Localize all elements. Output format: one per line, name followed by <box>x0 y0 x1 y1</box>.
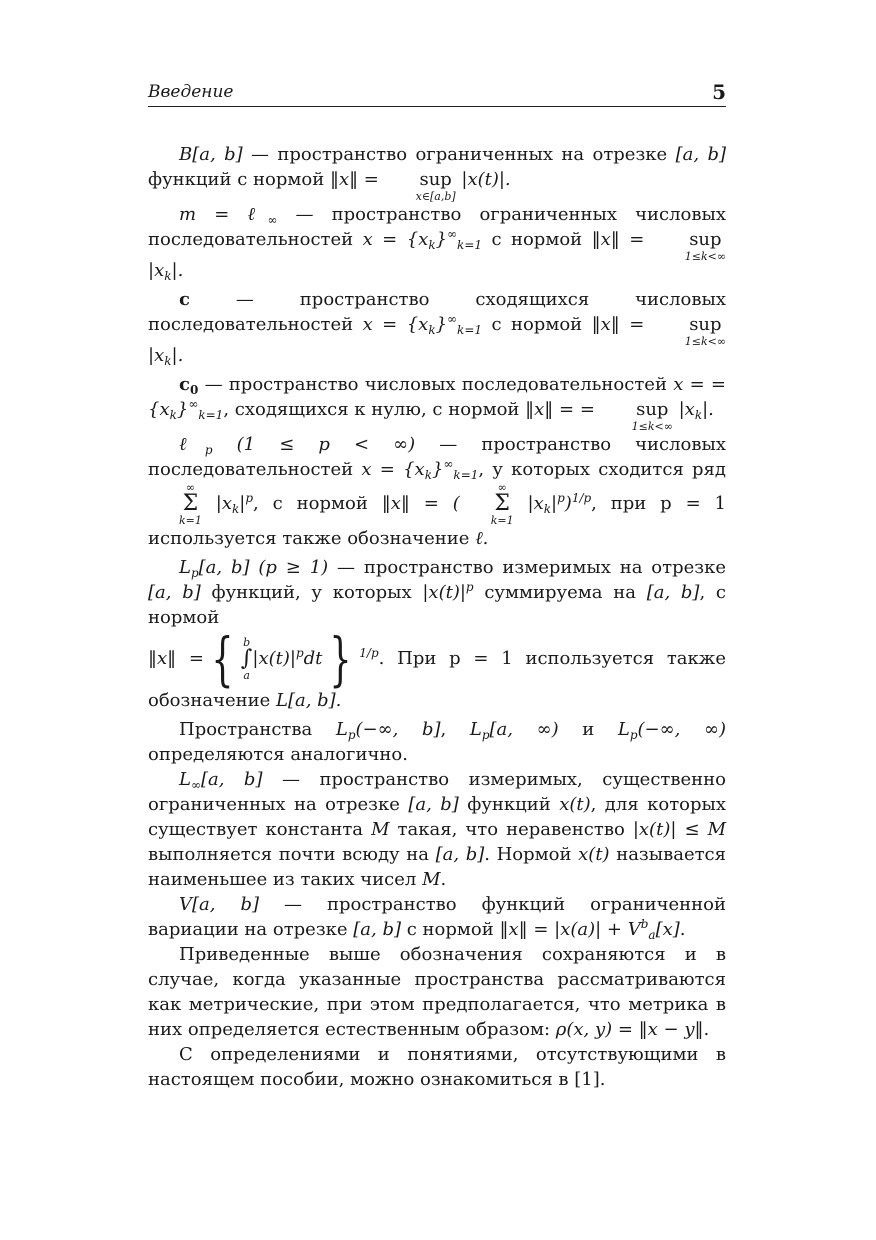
paragraph-lp-space: ℓ$_p$ (1 ≤ p < ∞) — пространство числовых последовательностей $x = \{x_k\}^\infty_{k=1}$, у которых сходится ряд ∞ Σ k=1 $|x_k|^p$, с нормой ‖x‖ = ( ∞ Σ k=1 $|x_k|^p)^{1/p}$, при p = 1 используется также обозначение ℓ. <box>148 434 727 549</box>
page-body <box>148 142 726 1092</box>
paragraph-Lp-space: $L_p[a$, b] (p ≥ 1) — пространство измеримых на отрезке [a, b] функций, у которых $|x(t)|^p$ суммируема на [a, b], с нормой <box>148 557 726 628</box>
paragraph-other-Lp: Пространства $L_p(-\infty$, b], $L_p[a$, ∞) и $L_p(-\infty$, ∞) определяются аналогично. <box>148 719 726 765</box>
running-title: Введение <box>148 82 234 102</box>
paragraph-V-space: V[a, b] — пространство функций ограниченной вариации на отрезке [a, b] с нормой ‖x‖ = $|x(a)| + V^b_a[x]$. <box>148 894 727 942</box>
paragraph-metric-note: Приведенные выше обозначения сохраняются и в случае, когда указанные пространства рассматриваются как метрические, при этом предполагается, что метрика в них определяется естественным образом: ρ(x, y) = ‖x − y‖. <box>148 944 726 1040</box>
sum-symbol-2: ∞ Σ k=1 <box>490 481 514 527</box>
paragraph-c0-space: $c_0$ — пространство числовых последовательностей x = = $\{x_k\}^\infty_{k=1}$, сходящихся к нулю, с нормой ‖x‖ = = sup 1≤k<∞ $|x_k|$. <box>148 374 726 433</box>
paragraph-m-space: m = ℓ$_\infty$ — пространство ограниченных числовых последовательностей $x = \{x_k\}^\infty_{k=1}$ с нормой ‖x‖ = sup 1≤k<∞ $|x_k|$. <box>148 204 726 283</box>
paragraph-c-space: c — пространство сходящихся числовых последовательностей $x = \{x_k\}^\infty_{k=1}$ с нормой ‖x‖ = sup 1≤k<∞ $|x_k|$. <box>148 289 726 368</box>
integral-symbol: b ∫ a <box>240 636 253 682</box>
paragraph-bounded-functions: B[a, b] — пространство ограниченных на отрезке [a, b] функций с нормой ‖x‖ = sup x∈[a,b] |x(t)|. <box>148 144 726 203</box>
paragraph-reference-note: С определениями и понятиями, отсутствующими в настоящем пособии, можно ознакомиться в [1]. <box>148 1044 726 1090</box>
paragraph-Lp-norm: ‖x‖ = { b ∫ a $|x(t)|^pdt$ } $^{1/p}$. При p = 1 используется также обозначение L[a, b]. <box>148 625 726 711</box>
paragraph-Linf-space: $L_\infty[a$, b] — пространство измеримых, существенно ограниченных на отрезке [a, b] функций x(t), для которых существует константа M такая, что неравенство |x(t)| ≤ M выполняется почти всюду на [a, b]. Нормой x(t) называется наименьшее из таких чисел M. <box>148 769 727 890</box>
sum-symbol: ∞ Σ k=1 <box>179 481 202 527</box>
page-number: 5 <box>712 80 726 104</box>
page-header <box>148 80 726 107</box>
